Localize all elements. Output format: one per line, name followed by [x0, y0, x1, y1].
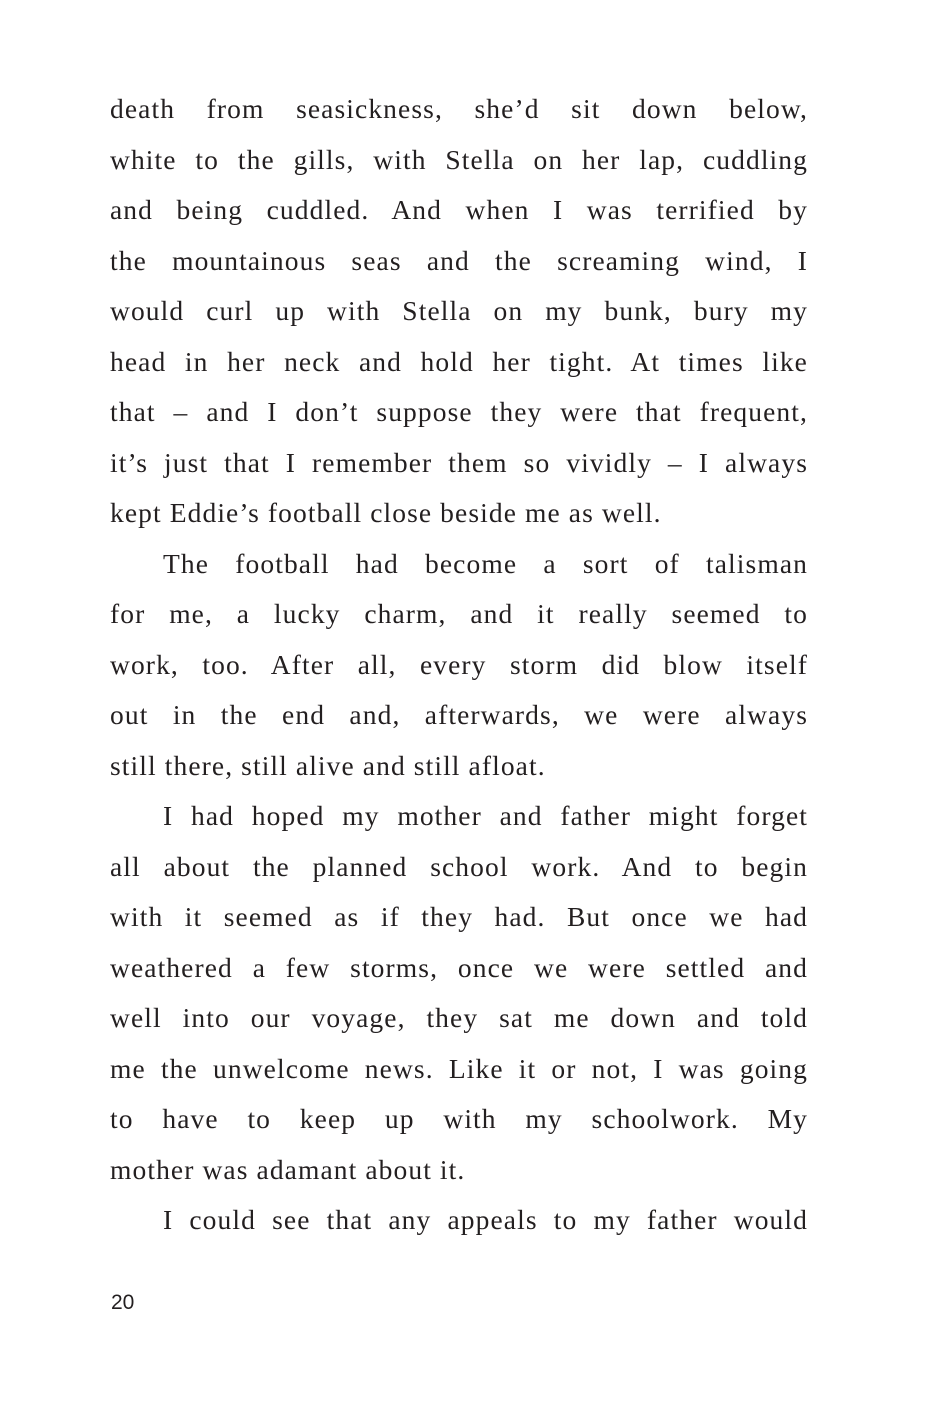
- text-line: work, too. After all, every storm did blow itself: [110, 648, 808, 680]
- text-line: and being cuddled. And when I was terrified by: [110, 194, 808, 225]
- text-line: weathered a few storms, once we were settled and: [110, 951, 808, 983]
- text-line: me the unwelcome news. Like it or not, I was going: [110, 1052, 808, 1084]
- text-line: that – and I don’t suppose they were that frequent,: [110, 396, 808, 427]
- body-text: [110, 84, 808, 1246]
- text-line: would curl up with Stella on my bunk, bury my: [110, 295, 808, 326]
- page-number: 20: [111, 1291, 135, 1314]
- text-line: it’s just that I remember them so vividly – I always: [110, 446, 808, 478]
- text-line: out in the end and, afterwards, we were always: [110, 699, 808, 730]
- text-line: death from seasickness, she’d sit down below,: [110, 93, 808, 124]
- text-line: white to the gills, with Stella on her lap, cuddling: [110, 143, 808, 175]
- text-line: I had hoped my mother and father might forget: [163, 800, 808, 831]
- text-line: still there, still alive and still afloat.: [110, 749, 546, 781]
- text-line: the mountainous seas and the screaming wind, I: [110, 244, 808, 276]
- text-line: I could see that any appeals to my father would: [163, 1204, 808, 1235]
- text-line: to have to keep up with my schoolwork. My: [110, 1103, 808, 1134]
- text-line: for me, a lucky charm, and it really seemed to: [110, 598, 808, 629]
- text-line: well into our voyage, they sat me down and told: [110, 1002, 808, 1033]
- text-line: head in her neck and hold her tight. At times like: [110, 345, 808, 377]
- text-line: The football had become a sort of talisman: [163, 547, 808, 579]
- text-line: kept Eddie’s football close beside me as well.: [110, 497, 662, 528]
- text-line: with it seemed as if they had. But once we had: [110, 901, 808, 932]
- text-line: all about the planned school work. And to begin: [110, 850, 808, 882]
- text-line: mother was adamant about it.: [110, 1153, 466, 1185]
